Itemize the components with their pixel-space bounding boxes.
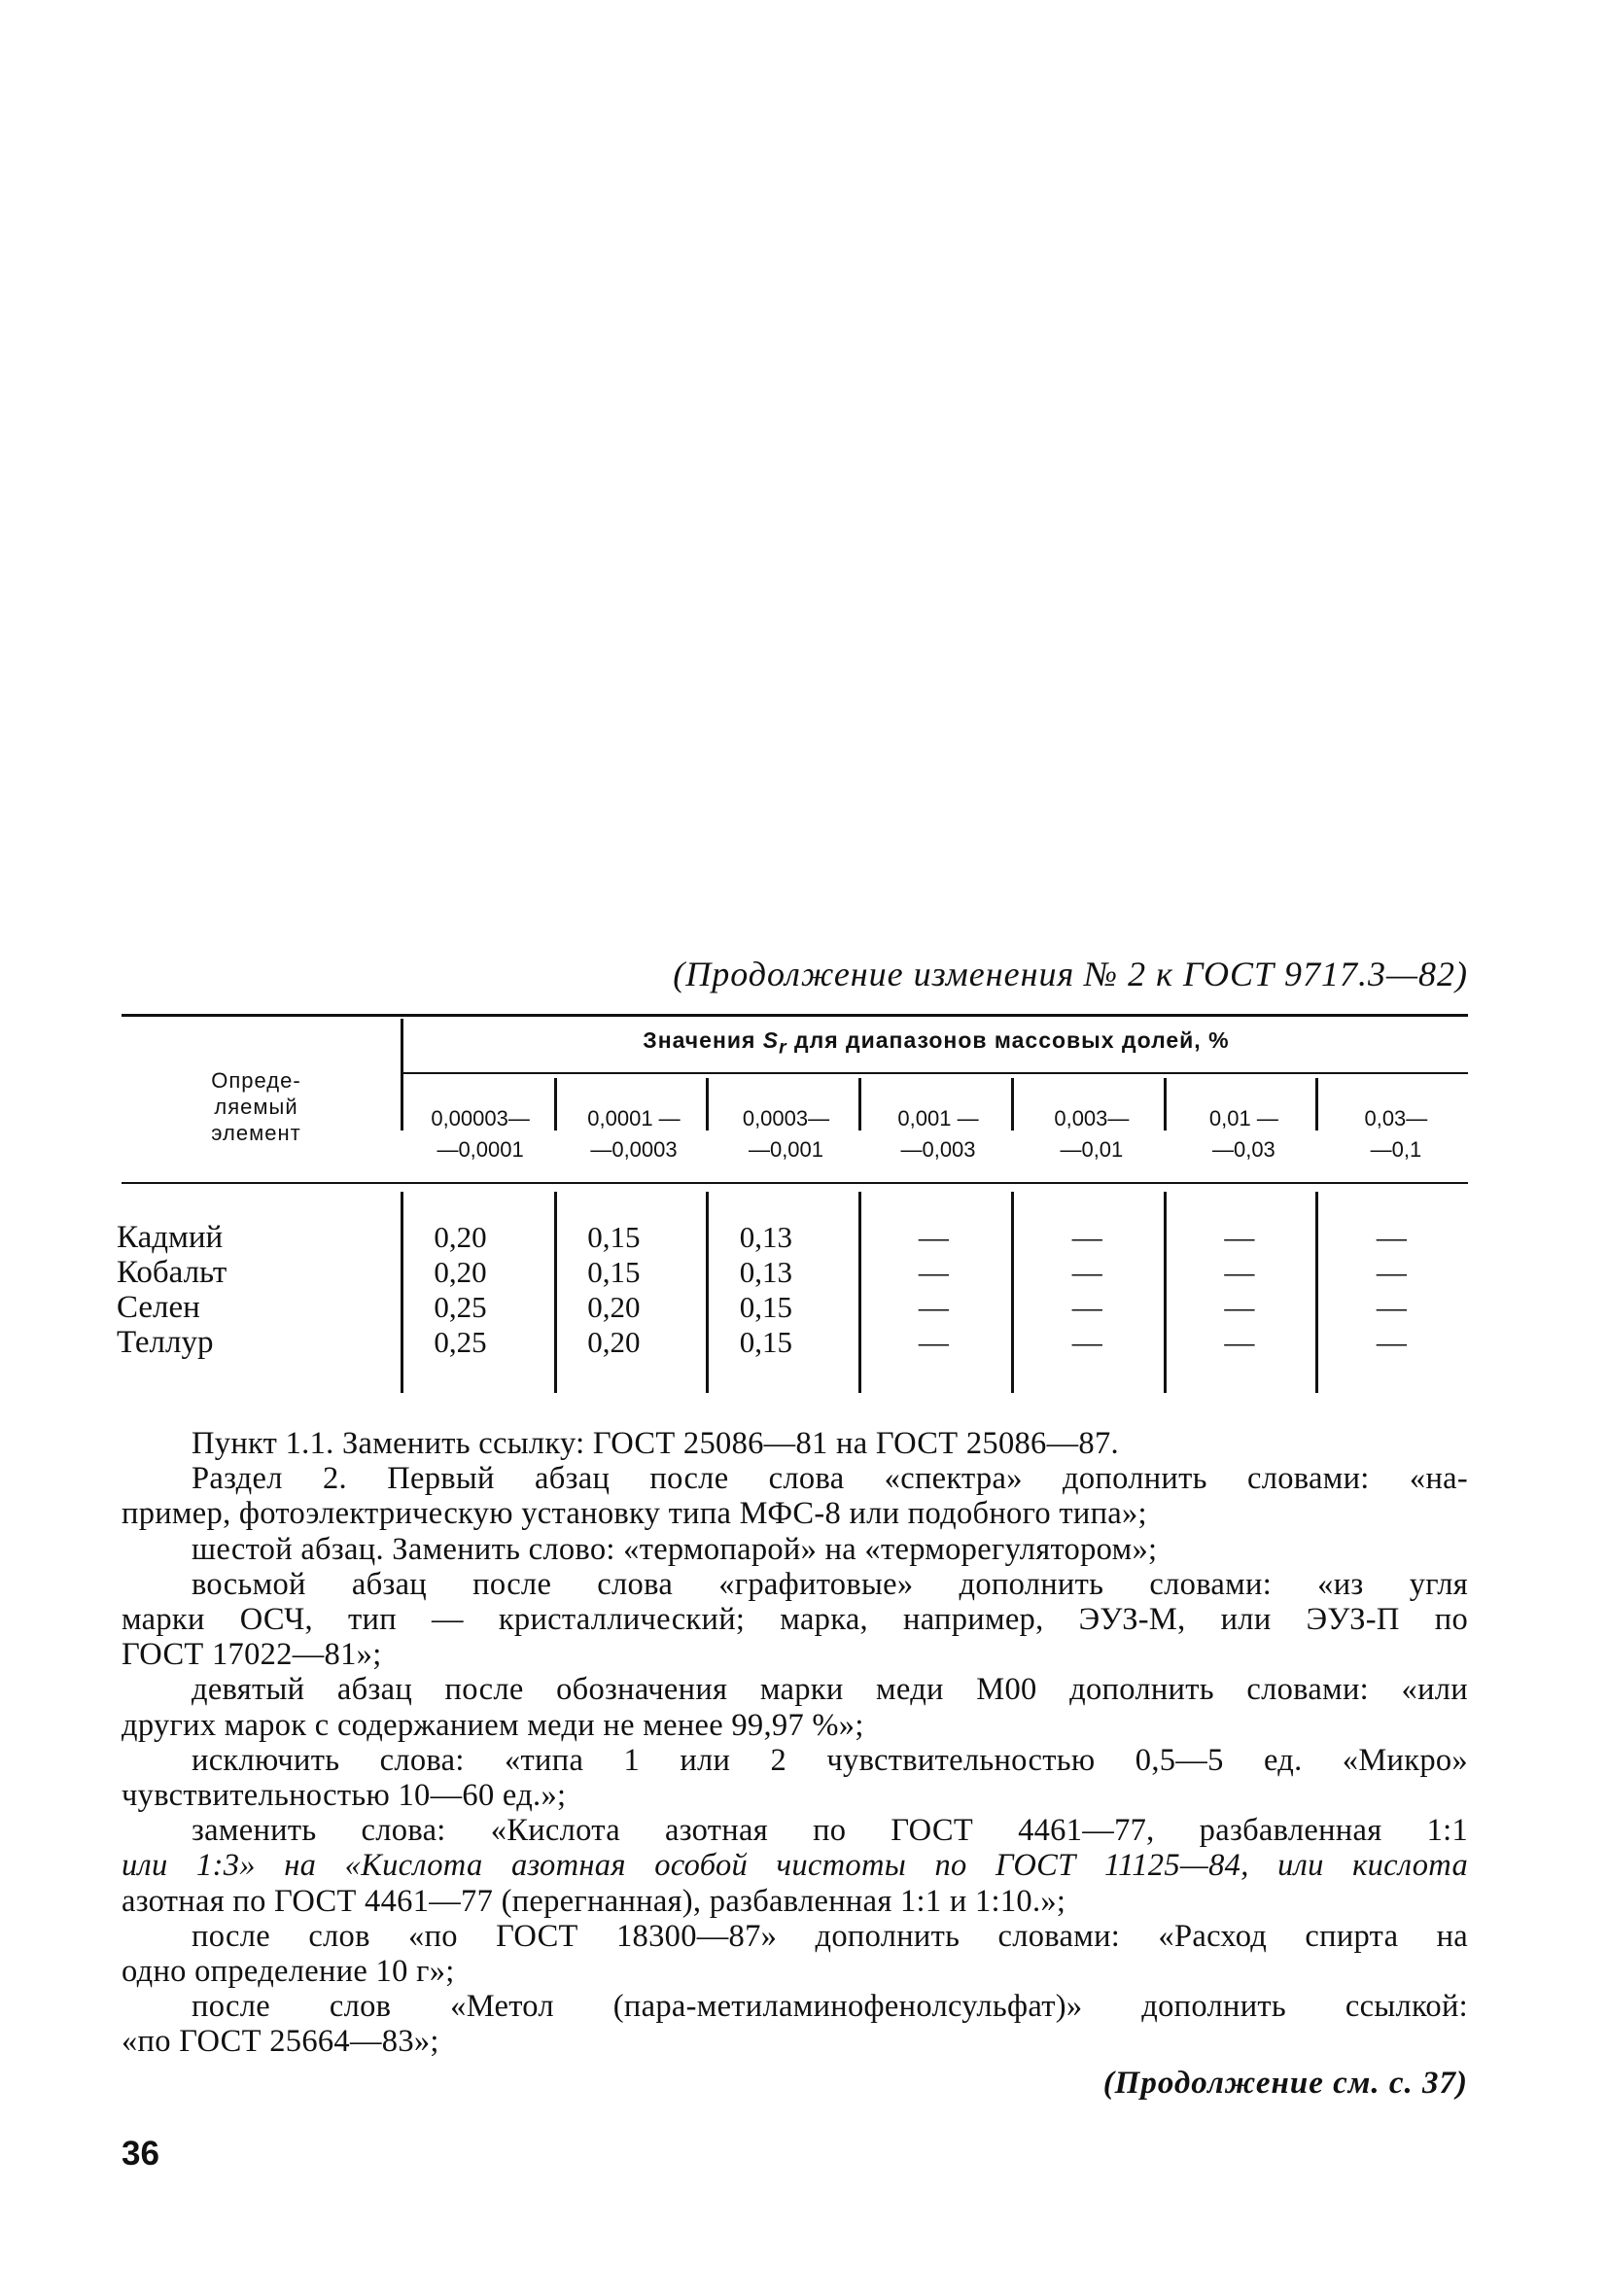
- value-cell: —: [1071, 1290, 1102, 1324]
- amendment-body: [122, 1426, 1468, 2060]
- value-column: [919, 1220, 949, 1360]
- range-column-header: [404, 1103, 557, 1165]
- range-end: —0,03: [1211, 1137, 1275, 1162]
- element-name: Селен: [117, 1290, 200, 1325]
- column-divider: [1315, 1192, 1318, 1393]
- range-end: —0,01: [1060, 1137, 1124, 1162]
- column-divider: [401, 1192, 403, 1393]
- column-divider: [706, 1192, 709, 1393]
- range-column-header: [1168, 1103, 1320, 1165]
- table-subheader-rule: [401, 1072, 1468, 1074]
- value-column: [434, 1220, 486, 1360]
- range-column-header: [1016, 1103, 1169, 1165]
- body-line: других марок с содержанием меди не менее 99,97 %»;: [122, 1707, 864, 1743]
- row-header-line: ляемый: [214, 1095, 298, 1119]
- body-line: шестой абзац. Заменить слово: «термопарой» на «терморегулятором»;: [192, 1531, 1158, 1567]
- table-top-rule: [122, 1014, 1468, 1017]
- value-cell: —: [1224, 1290, 1255, 1324]
- column-divider: [1315, 1078, 1318, 1131]
- range-end: —0,1: [1370, 1137, 1422, 1162]
- row-header-line: элемент: [211, 1121, 301, 1145]
- value-cell: 0,15: [587, 1220, 641, 1254]
- column-divider: [1011, 1192, 1014, 1393]
- value-cell: —: [1071, 1255, 1102, 1289]
- element-name: Кадмий: [117, 1220, 224, 1255]
- body-line: после слов «по ГОСТ 18300—87» дополнить словами: «Расход спирта на: [192, 1918, 1468, 1954]
- value-column: [587, 1220, 640, 1360]
- value-cell: —: [918, 1220, 949, 1254]
- column-divider: [401, 1019, 403, 1131]
- body-line: заменить слова: «Кислота азотная по ГОСТ 4461—77, разбавленная 1:1: [192, 1813, 1468, 1849]
- range-column-header: [862, 1103, 1015, 1165]
- document-header: (Продолжение изменения № 2 к ГОСТ 9717.3—82): [673, 955, 1468, 993]
- value-cell: 0,20: [587, 1290, 641, 1324]
- column-divider: [1164, 1192, 1167, 1393]
- range-start: 0,01 —: [1208, 1106, 1278, 1131]
- range-start: 0,001 —: [897, 1106, 979, 1131]
- body-line: чувствительностью 10—60 ед.»;: [122, 1778, 567, 1814]
- value-cell: 0,25: [434, 1325, 487, 1359]
- body-line: или 1:3» на «Кислота азотная особой чистоты по ГОСТ 11125—84, или кислота: [122, 1848, 1468, 1884]
- table-header-rule: [122, 1182, 1468, 1184]
- range-column-header: [1320, 1103, 1473, 1165]
- continuation-note: (Продолжение см. с. 37): [1102, 2066, 1468, 2101]
- range-start: 0,003—: [1054, 1106, 1130, 1131]
- value-cell: 0,13: [739, 1220, 792, 1254]
- column-divider: [858, 1078, 861, 1131]
- value-column: [1224, 1220, 1254, 1360]
- range-start: 0,0001 —: [587, 1106, 681, 1131]
- value-cell: —: [918, 1290, 949, 1324]
- range-column-header: [710, 1103, 862, 1165]
- body-line: девятый абзац после обозначения марки меди М00 дополнить словами: «или: [192, 1672, 1468, 1708]
- body-line: Раздел 2. Первый абзац после слова «спектра» дополнить словами: «на-: [192, 1461, 1468, 1497]
- sr-symbol: $S_r$: [762, 1027, 787, 1059]
- value-cell: 0,15: [587, 1255, 641, 1289]
- value-cell: 0,20: [434, 1220, 487, 1254]
- value-cell: 0,20: [587, 1325, 641, 1359]
- value-cell: —: [1376, 1220, 1407, 1254]
- range-start: 0,00003—: [431, 1106, 530, 1131]
- column-divider: [706, 1078, 709, 1131]
- value-cell: —: [1224, 1325, 1255, 1359]
- range-start: 0,03—: [1364, 1106, 1428, 1131]
- body-line: марки ОСЧ, тип — кристаллический; марка, например, ЭУЗ-М, или ЭУЗ-П по: [122, 1602, 1468, 1638]
- value-column: [1377, 1220, 1407, 1360]
- value-cell: 0,25: [434, 1290, 487, 1324]
- column-divider: [554, 1078, 557, 1131]
- body-line: пример, фотоэлектрическую установку типа МФС-8 или подобного типа»;: [122, 1496, 1147, 1532]
- value-cell: —: [1224, 1255, 1255, 1289]
- value-cell: —: [1376, 1290, 1407, 1324]
- value-cell: —: [918, 1325, 949, 1359]
- value-cell: 0,15: [739, 1290, 792, 1324]
- range-end: —0,0003: [590, 1137, 678, 1162]
- column-divider: [554, 1192, 557, 1393]
- element-list: [117, 1220, 227, 1360]
- value-cell: —: [918, 1255, 949, 1289]
- element-name: Теллур: [117, 1325, 214, 1360]
- value-cell: —: [1071, 1220, 1102, 1254]
- body-line: восьмой абзац после слова «графитовые» дополнить словами: «из угля: [192, 1566, 1468, 1602]
- column-divider: [1011, 1078, 1014, 1131]
- page-number: 36: [122, 2135, 159, 2173]
- body-line: Пункт 1.1. Заменить ссылку: ГОСТ 25086—81 на ГОСТ 25086—87.: [192, 1426, 1119, 1461]
- value-cell: —: [1376, 1255, 1407, 1289]
- body-line: после слов «Метол (пара-метиламинофенолсульфат)» дополнить ссылкой:: [192, 1989, 1468, 2025]
- range-column-header: [558, 1103, 711, 1165]
- row-header-line: Опреде-: [211, 1068, 301, 1093]
- range-end: —0,001: [748, 1137, 824, 1162]
- value-cell: 0,13: [739, 1255, 792, 1289]
- element-name: Кобальт: [117, 1255, 227, 1290]
- body-line: исключить слова: «типа 1 или 2 чувствительностью 0,5—5 ед. «Микро»: [192, 1742, 1468, 1778]
- value-cell: —: [1071, 1325, 1102, 1359]
- column-divider: [858, 1192, 861, 1393]
- column-divider: [1164, 1078, 1167, 1131]
- value-cell: —: [1376, 1325, 1407, 1359]
- sr-values-table: [117, 1014, 1468, 1393]
- value-column: [1072, 1220, 1102, 1360]
- value-column: [740, 1220, 792, 1360]
- body-line: одно определение 10 г»;: [122, 1954, 455, 1990]
- range-end: —0,003: [900, 1137, 976, 1162]
- value-cell: 0,20: [434, 1255, 487, 1289]
- row-header: [122, 1067, 391, 1146]
- range-end: —0,0001: [437, 1137, 524, 1162]
- body-line: «по ГОСТ 25664—83»;: [122, 2024, 439, 2060]
- value-cell: —: [1224, 1220, 1255, 1254]
- body-line: азотная по ГОСТ 4461—77 (перегнанная), разбавленная 1:1 и 1:10.»;: [122, 1883, 1066, 1919]
- body-line: ГОСТ 17022—81»;: [122, 1637, 382, 1673]
- value-cell: 0,15: [739, 1325, 792, 1359]
- range-start: 0,0003—: [742, 1106, 830, 1131]
- span-header: Значения $S_r$ для диапазонов массовых долей, %: [643, 1027, 1230, 1059]
